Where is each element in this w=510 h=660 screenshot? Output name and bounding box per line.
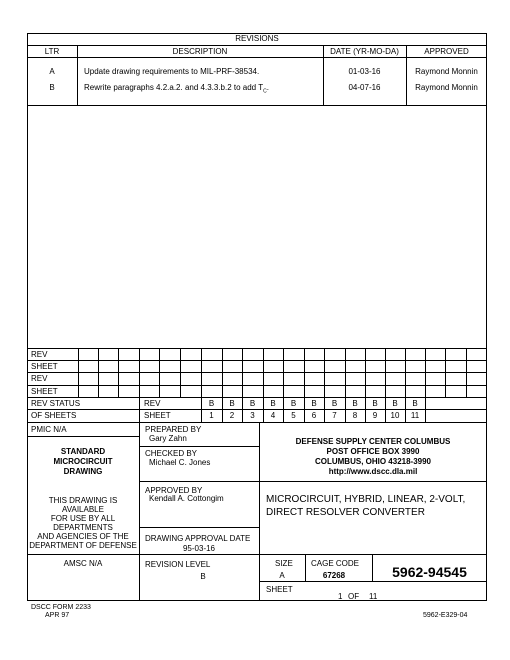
rev-header-divider [27,57,487,58]
rev-row-approved: Raymond Monnin [415,83,478,92]
sheet-number-cell: 9 [372,411,378,420]
amsc-label: AMSC N/A [63,559,103,568]
rev-row-label: REV [31,350,48,359]
description-header: DESCRIPTION [172,47,228,56]
sheet-number-cell: 3 [250,411,255,420]
availability-line: THIS DRAWING IS [48,496,118,505]
sheet-total: 11 [369,592,378,601]
rev-status-cell: B [249,399,256,408]
cage-code-value: 67268 [322,571,346,580]
sheet-label: SHEET [266,585,293,594]
revisions-title: REVISIONS [235,34,279,43]
form-date: APR 97 [45,612,70,619]
form-number: DSCC FORM 2233 [31,604,91,611]
drawing-approval-date: 95-03-16 [182,544,216,553]
prepared-by-value: Gary Zahn [149,434,187,443]
availability-line: FOR USE BY ALL [50,514,116,523]
rev-row-date: 04-07-16 [348,83,381,92]
sheet-number: 1 [338,592,343,601]
rev-status-cell: B [392,399,398,408]
sheet-number-cell: 5 [291,411,296,420]
sheet-number-cell: 1 [209,411,214,420]
size-value: A [279,571,285,580]
availability-line: AND AGENCIES OF THE [37,532,129,541]
dscc-line: COLUMBUS, OHIO 43218-3990 [314,457,432,466]
checked-by-value: Michael C. Jones [149,458,211,467]
rev-row-approved: Raymond Monnin [415,67,478,76]
dscc-url: http://www.dscc.dla.mil [328,467,418,476]
drawing-title: MICROCIRCUIT, HYBRID, LINEAR, 2-VOLT, [266,494,466,505]
rev-status-label: REV STATUS [31,399,81,408]
rev-row-description: Rewrite paragraphs 4.2.a.2. and 4.3.3.b.2 to add $T_C$. [84,83,269,95]
approved-by-value: Kendall A. Cottongim [149,494,224,503]
sheet-number-cell: 4 [270,411,276,420]
pmic-label: PMIC N/A [31,425,67,434]
sheet-number-cell: 6 [311,411,317,420]
approved-header: APPROVED [424,47,469,56]
standard-line: STANDARD [60,447,106,456]
revision-level-value: B [200,572,206,581]
rev-row-description: Update drawing requirements to MIL-PRF-38534. [84,67,260,76]
rev-row-ltr: A [49,67,55,76]
drawing-title: DIRECT RESOLVER CONVERTER [266,507,425,518]
approved-by-label: APPROVED BY [145,486,203,495]
document-id: 5962-E329-04 [423,612,468,619]
rev-status-cell: B [229,399,235,408]
standard-line: DRAWING [63,467,103,476]
rev-row-label: REV [31,374,48,383]
rev-row-date: 01-03-16 [348,67,381,76]
prepared-by-label: PREPARED BY [145,425,202,434]
rev-label: REV [144,399,161,408]
drawing-number: 5962-94545 [392,564,467,580]
sheet-label: SHEET [144,411,171,420]
drawing-approval-label: DRAWING APPROVAL DATE [145,534,251,543]
sheet-row-label: SHEET [31,362,58,371]
availability-line: DEPARTMENTS [53,523,113,532]
availability-line: DEPARTMENT OF DEFENSE [29,541,137,550]
rev-row-ltr: B [49,83,55,92]
sheet-number-cell: 10 [390,411,400,420]
rev-status-cell: B [208,399,215,408]
checked-by-label: CHECKED BY [145,449,198,458]
dscc-line: POST OFFICE BOX 3990 [326,447,420,456]
date-header: DATE (YR-MO-DA) [330,47,399,56]
rev-status-cell: B [352,399,358,408]
standard-line: MICROCIRCUIT [53,457,113,466]
size-label: SIZE [275,559,293,568]
rev-title-divider [27,45,487,46]
availability-line: AVAILABLE [62,505,104,514]
sheet-number-cell: 2 [229,411,235,420]
cage-code-label: CAGE CODE [311,559,360,568]
ltr-header: LTR [44,47,60,56]
rev-status-cell: B [270,399,276,408]
rev-status-cell: B [290,399,297,408]
sheet-number-cell: 11 [410,411,420,420]
rev-status-cell: B [412,399,418,408]
sheet-number-cell: 8 [352,411,358,420]
of-sheets-label: OF SHEETS [31,411,77,420]
revision-level-label: REVISION LEVEL [145,560,211,569]
sheet-number-cell: 7 [332,411,337,420]
rev-bottom-divider [27,105,487,106]
sheet-row-label: SHEET [31,387,58,396]
rev-status-cell: B [372,399,378,408]
rev-status-cell: B [311,399,317,408]
sheet-of: OF [348,592,360,601]
dscc-line: DEFENSE SUPPLY CENTER COLUMBUS [295,437,451,446]
rev-status-cell: B [331,399,338,408]
